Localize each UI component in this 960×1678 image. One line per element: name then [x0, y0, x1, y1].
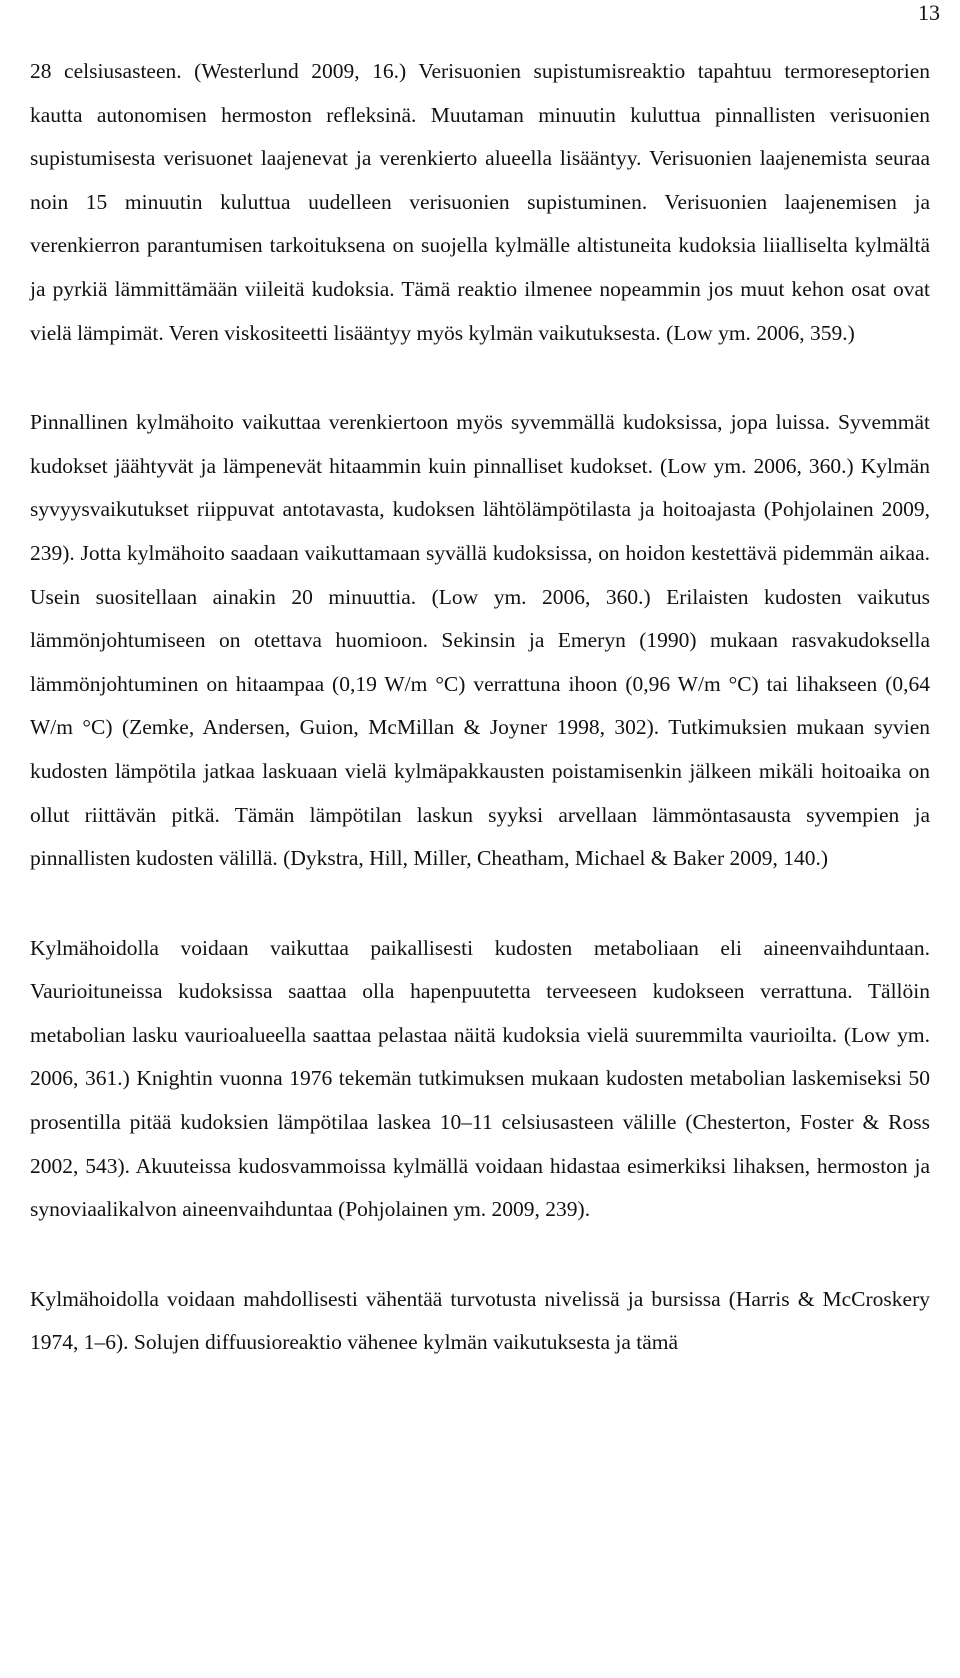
- paragraph-swelling: Kylmähoidolla voidaan mahdollisesti vähentää turvotusta nivelissä ja bursissa (Harris & McCroskery 1974, 1–6). Solujen diffuusioreaktio vähenee kylmän vaikutuksesta ja tämä: [30, 1286, 930, 1355]
- paragraph-metabolism: Kylmähoidolla voidaan vaikuttaa paikallisesti kudosten metaboliaan eli aineenvaihduntaan. Vaurioituneissa kudoksissa saattaa olla hapenpuutetta terveeseen kudokseen verrattuna. Tällöin metabolian lasku vaurioalueella saattaa pelastaa näitä kudoksia vielä suuremmilta vaurioilta. (Low ym. 2006, 361.) Knightin vuonna 1976 tekemän tutkimuksen mukaan kudosten metabolian laskemiseksi 50 prosentilla pitää kudoksien lämpötilaa laskea 10–11 celsiusasteen välille (Chesterton, Foster & Ross 2002, 543). Akuuteissa kudosvammoissa kylmällä voidaan hidastaa esimerkiksi lihaksen, hermoston ja synoviaalikalvon aineenvaihduntaa (Pohjolainen ym. 2009, 239).: [30, 935, 930, 1222]
- paragraph-deep-tissue-effects: Pinnallinen kylmähoito vaikuttaa verenkiertoon myös syvemmällä kudoksissa, jopa luissa. Syvemmät kudokset jäähtyvät ja lämpenevät hitaammin kuin pinnalliset kudokset. (Low ym. 2006, 360.) Kylmän syvyysvaikutukset riippuvat antotavasta, kudoksen lähtölämpötilasta ja hoitoajasta (Pohjolainen 2009, 239). Jotta kylmähoito saadaan vaikuttamaan syvällä kudoksissa, on hoidon kestettävä pidemmän aikaa. Usein suositellaan ainakin 20 minuuttia. (Low ym. 2006, 360.) Erilaisten kudosten vaikutus lämmönjohtumiseen on otettava huomioon. Sekinsin ja Emeryn (1990) mukaan rasvakudoksella lämmönjohtuminen on hitaampaa (0,19 W/m °C) verrattuna ihoon (0,96 W/m °C) tai lihakseen (0,64 W/m °C) (Zemke, Andersen, Guion, McMillan & Joyner 1998, 302). Tutkimuksien mukaan syvien kudosten lämpötila jatkaa laskuaan vielä kylmäpakkausten poistamisenkin jälkeen mikäli hoitoaika on ollut riittävän pitkä. Tämän lämpötilan laskun syyksi arvellaan lämmöntasausta syvempien ja pinnallisten kudosten välillä. (Dykstra, Hill, Miller, Cheatham, Michael & Baker 2009, 140.): [30, 410, 930, 871]
- body-text: [30, 50, 930, 1365]
- page-number: 13: [918, 0, 940, 25]
- paragraph-vasoconstriction: 28 celsiusasteen. (Westerlund 2009, 16.) Verisuonien supistumisreaktio tapahtuu termoreseptorien kautta autonomisen hermoston refleksinä. Muutaman minuutin kuluttua pinnallisten verisuonien supistumisesta verisuonet laajenevat ja verenkierto alueella lisääntyy. Verisuonien laajenemista seuraa noin 15 minuutin kuluttua uudelleen verisuonien supistuminen. Verisuonien laajenemisen ja verenkierron parantumisen tarkoituksena on suojella kylmälle altistuneita kudoksia liialliselta kylmältä ja pyrkiä lämmittämään viileitä kudoksia. Tämä reaktio ilmenee nopeammin jos muut kehon osat ovat vielä lämpimät. Veren viskositeetti lisääntyy myös kylmän vaikutuksesta. (Low ym. 2006, 359.): [30, 59, 930, 345]
